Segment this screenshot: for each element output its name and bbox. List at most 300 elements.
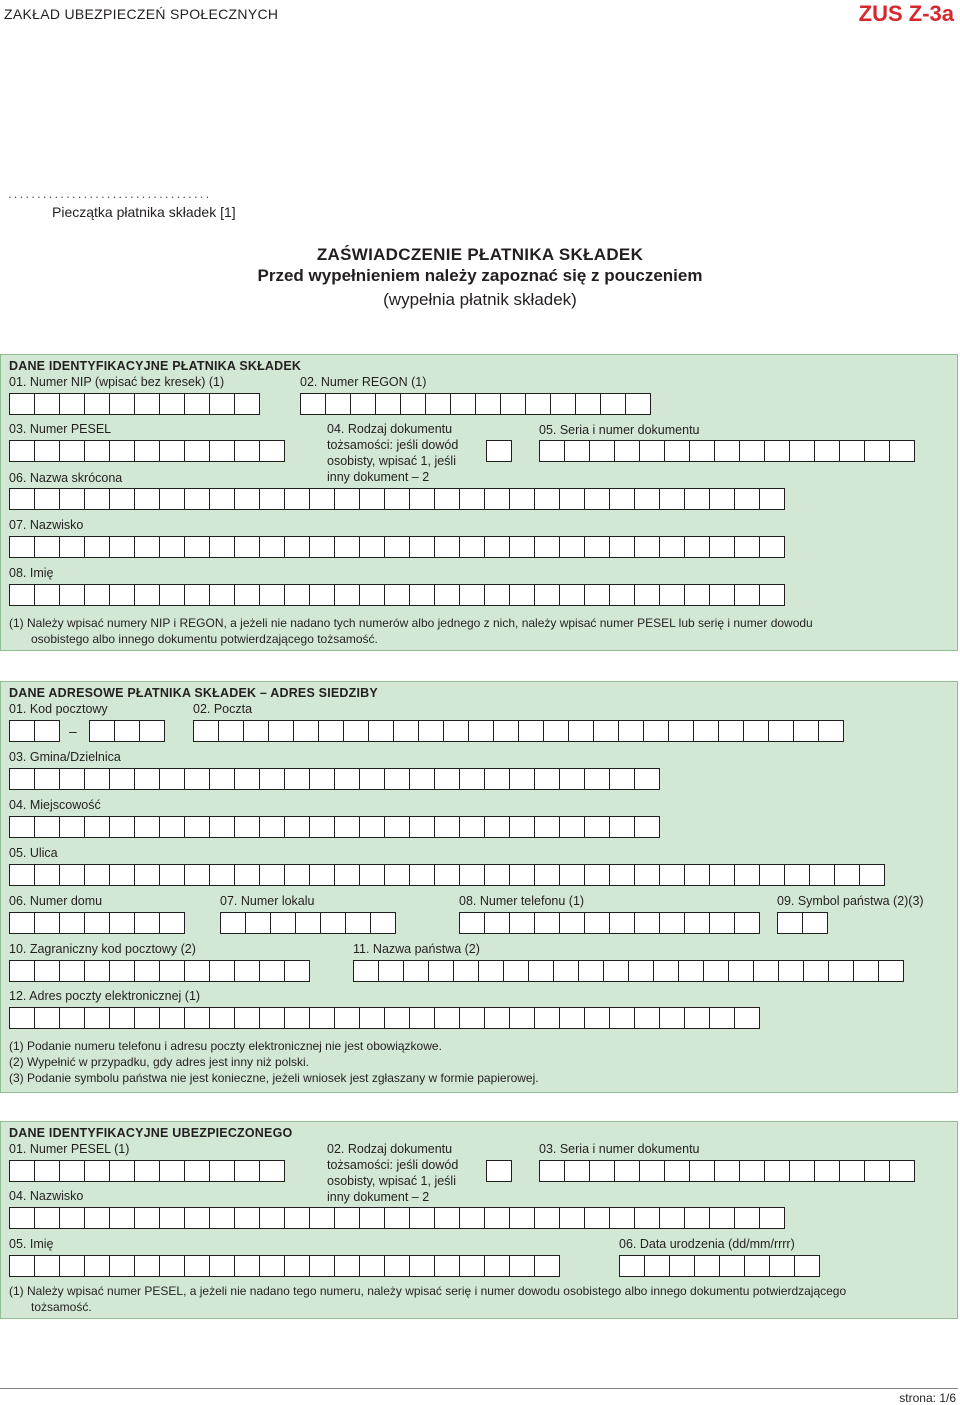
char-box[interactable]	[109, 1007, 135, 1029]
char-box[interactable]	[34, 720, 60, 742]
char-box[interactable]	[325, 393, 351, 415]
short-name-input[interactable]	[9, 488, 784, 510]
char-box[interactable]	[284, 536, 310, 558]
char-box[interactable]	[309, 768, 335, 790]
char-box[interactable]	[759, 584, 785, 606]
foreign-postcode-input[interactable]	[9, 960, 309, 982]
char-box[interactable]	[559, 1007, 585, 1029]
char-box[interactable]	[434, 1207, 460, 1229]
char-box[interactable]	[259, 440, 285, 462]
char-box[interactable]	[743, 720, 769, 742]
char-box[interactable]	[259, 1207, 285, 1229]
char-box[interactable]	[625, 393, 651, 415]
char-box[interactable]	[134, 536, 160, 558]
char-box[interactable]	[9, 488, 35, 510]
char-box[interactable]	[668, 720, 694, 742]
char-box[interactable]	[109, 1160, 135, 1182]
char-box[interactable]	[209, 816, 235, 838]
char-box[interactable]	[59, 912, 85, 934]
char-box[interactable]	[409, 1255, 435, 1277]
char-box[interactable]	[859, 864, 885, 886]
char-box[interactable]	[739, 1160, 765, 1182]
char-box[interactable]	[334, 864, 360, 886]
char-box[interactable]	[384, 536, 410, 558]
char-box[interactable]	[34, 393, 60, 415]
char-box[interactable]	[468, 720, 494, 742]
char-box[interactable]	[409, 1007, 435, 1029]
char-box[interactable]	[509, 584, 535, 606]
char-box[interactable]	[534, 1255, 560, 1277]
char-box[interactable]	[753, 960, 779, 982]
char-box[interactable]	[714, 1160, 740, 1182]
char-box[interactable]	[109, 1255, 135, 1277]
char-box[interactable]	[528, 960, 554, 982]
char-box[interactable]	[534, 1007, 560, 1029]
char-box[interactable]	[759, 488, 785, 510]
char-box[interactable]	[209, 1255, 235, 1277]
char-box[interactable]	[634, 536, 660, 558]
char-box[interactable]	[109, 864, 135, 886]
char-box[interactable]	[59, 1007, 85, 1029]
char-box[interactable]	[109, 768, 135, 790]
char-box[interactable]	[539, 1160, 565, 1182]
char-box[interactable]	[459, 584, 485, 606]
char-box[interactable]	[459, 816, 485, 838]
char-box[interactable]	[428, 960, 454, 982]
char-box[interactable]	[609, 864, 635, 886]
insured-pesel-input[interactable]	[9, 1160, 284, 1182]
char-box[interactable]	[34, 1207, 60, 1229]
char-box[interactable]	[334, 816, 360, 838]
char-box[interactable]	[109, 536, 135, 558]
char-box[interactable]	[744, 1255, 770, 1277]
char-box[interactable]	[184, 440, 210, 462]
char-box[interactable]	[486, 1160, 512, 1182]
char-box[interactable]	[34, 960, 60, 982]
char-box[interactable]	[334, 536, 360, 558]
char-box[interactable]	[334, 1255, 360, 1277]
char-box[interactable]	[334, 488, 360, 510]
char-box[interactable]	[134, 393, 160, 415]
char-box[interactable]	[600, 393, 626, 415]
char-box[interactable]	[184, 1160, 210, 1182]
commune-input[interactable]	[9, 768, 659, 790]
post-office-input[interactable]	[193, 720, 843, 742]
insured-doc-number-input[interactable]	[539, 1160, 914, 1182]
char-box[interactable]	[159, 584, 185, 606]
char-box[interactable]	[703, 960, 729, 982]
char-box[interactable]	[259, 1160, 285, 1182]
char-box[interactable]	[59, 536, 85, 558]
char-box[interactable]	[609, 1007, 635, 1029]
char-box[interactable]	[9, 1160, 35, 1182]
char-box[interactable]	[434, 816, 460, 838]
char-box[interactable]	[109, 440, 135, 462]
char-box[interactable]	[609, 912, 635, 934]
char-box[interactable]	[734, 1007, 760, 1029]
char-box[interactable]	[534, 536, 560, 558]
char-box[interactable]	[9, 1255, 35, 1277]
char-box[interactable]	[134, 584, 160, 606]
char-box[interactable]	[793, 720, 819, 742]
char-box[interactable]	[777, 912, 803, 934]
char-box[interactable]	[589, 440, 615, 462]
char-box[interactable]	[59, 864, 85, 886]
char-box[interactable]	[559, 536, 585, 558]
char-box[interactable]	[34, 584, 60, 606]
char-box[interactable]	[259, 960, 285, 982]
char-box[interactable]	[84, 912, 110, 934]
insured-surname-input[interactable]	[9, 1207, 784, 1229]
char-box[interactable]	[719, 1255, 745, 1277]
char-box[interactable]	[509, 816, 535, 838]
char-box[interactable]	[618, 720, 644, 742]
char-box[interactable]	[270, 912, 296, 934]
char-box[interactable]	[853, 960, 879, 982]
char-box[interactable]	[459, 768, 485, 790]
char-box[interactable]	[34, 768, 60, 790]
char-box[interactable]	[509, 1207, 535, 1229]
char-box[interactable]	[409, 536, 435, 558]
char-box[interactable]	[309, 1255, 335, 1277]
char-box[interactable]	[9, 1207, 35, 1229]
char-box[interactable]	[209, 488, 235, 510]
char-box[interactable]	[359, 768, 385, 790]
char-box[interactable]	[693, 720, 719, 742]
char-box[interactable]	[234, 393, 260, 415]
char-box[interactable]	[134, 1255, 160, 1277]
char-box[interactable]	[664, 1160, 690, 1182]
char-box[interactable]	[284, 1207, 310, 1229]
char-box[interactable]	[659, 584, 685, 606]
char-box[interactable]	[234, 1007, 260, 1029]
char-box[interactable]	[639, 1160, 665, 1182]
char-box[interactable]	[709, 1207, 735, 1229]
doc-type-input[interactable]	[486, 440, 511, 462]
char-box[interactable]	[559, 768, 585, 790]
char-box[interactable]	[209, 536, 235, 558]
char-box[interactable]	[525, 393, 551, 415]
char-box[interactable]	[284, 960, 310, 982]
char-box[interactable]	[9, 864, 35, 886]
char-box[interactable]	[84, 1255, 110, 1277]
char-box[interactable]	[794, 1255, 820, 1277]
char-box[interactable]	[378, 960, 404, 982]
char-box[interactable]	[284, 816, 310, 838]
char-box[interactable]	[184, 1255, 210, 1277]
char-box[interactable]	[459, 912, 485, 934]
char-box[interactable]	[609, 816, 635, 838]
char-box[interactable]	[284, 1007, 310, 1029]
char-box[interactable]	[839, 1160, 865, 1182]
char-box[interactable]	[564, 1160, 590, 1182]
char-box[interactable]	[59, 1160, 85, 1182]
char-box[interactable]	[509, 768, 535, 790]
char-box[interactable]	[814, 440, 840, 462]
char-box[interactable]	[578, 960, 604, 982]
char-box[interactable]	[259, 584, 285, 606]
char-box[interactable]	[34, 816, 60, 838]
char-box[interactable]	[803, 960, 829, 982]
char-box[interactable]	[659, 912, 685, 934]
char-box[interactable]	[359, 1207, 385, 1229]
country-name-input[interactable]	[353, 960, 903, 982]
char-box[interactable]	[359, 1007, 385, 1029]
char-box[interactable]	[359, 488, 385, 510]
char-box[interactable]	[584, 584, 610, 606]
char-box[interactable]	[728, 960, 754, 982]
char-box[interactable]	[134, 1007, 160, 1029]
char-box[interactable]	[334, 584, 360, 606]
char-box[interactable]	[584, 1007, 610, 1029]
char-box[interactable]	[209, 864, 235, 886]
country-symbol-input[interactable]	[777, 912, 827, 934]
char-box[interactable]	[234, 440, 260, 462]
char-box[interactable]	[334, 1207, 360, 1229]
char-box[interactable]	[589, 1160, 615, 1182]
char-box[interactable]	[864, 1160, 890, 1182]
char-box[interactable]	[234, 768, 260, 790]
char-box[interactable]	[259, 536, 285, 558]
char-box[interactable]	[184, 768, 210, 790]
char-box[interactable]	[234, 1255, 260, 1277]
char-box[interactable]	[425, 393, 451, 415]
char-box[interactable]	[343, 720, 369, 742]
char-box[interactable]	[84, 864, 110, 886]
char-box[interactable]	[370, 912, 396, 934]
char-box[interactable]	[159, 768, 185, 790]
char-box[interactable]	[59, 584, 85, 606]
char-box[interactable]	[209, 440, 235, 462]
char-box[interactable]	[764, 440, 790, 462]
char-box[interactable]	[475, 393, 501, 415]
char-box[interactable]	[434, 488, 460, 510]
char-box[interactable]	[634, 912, 660, 934]
char-box[interactable]	[184, 536, 210, 558]
char-box[interactable]	[509, 864, 535, 886]
char-box[interactable]	[109, 393, 135, 415]
char-box[interactable]	[694, 1255, 720, 1277]
char-box[interactable]	[359, 584, 385, 606]
char-box[interactable]	[384, 1007, 410, 1029]
char-box[interactable]	[109, 960, 135, 982]
street-input[interactable]	[9, 864, 884, 886]
char-box[interactable]	[234, 584, 260, 606]
char-box[interactable]	[134, 816, 160, 838]
char-box[interactable]	[209, 1160, 235, 1182]
char-box[interactable]	[134, 488, 160, 510]
char-box[interactable]	[684, 1007, 710, 1029]
char-box[interactable]	[484, 912, 510, 934]
char-box[interactable]	[584, 488, 610, 510]
char-box[interactable]	[634, 1007, 660, 1029]
char-box[interactable]	[84, 960, 110, 982]
char-box[interactable]	[34, 488, 60, 510]
char-box[interactable]	[309, 1207, 335, 1229]
char-box[interactable]	[359, 816, 385, 838]
char-box[interactable]	[220, 912, 246, 934]
char-box[interactable]	[159, 816, 185, 838]
char-box[interactable]	[209, 768, 235, 790]
char-box[interactable]	[309, 584, 335, 606]
char-box[interactable]	[453, 960, 479, 982]
char-box[interactable]	[553, 960, 579, 982]
char-box[interactable]	[345, 912, 371, 934]
char-box[interactable]	[184, 1207, 210, 1229]
char-box[interactable]	[434, 1255, 460, 1277]
char-box[interactable]	[434, 1007, 460, 1029]
char-box[interactable]	[739, 440, 765, 462]
char-box[interactable]	[634, 1207, 660, 1229]
char-box[interactable]	[609, 536, 635, 558]
first-name-input[interactable]	[9, 584, 784, 606]
char-box[interactable]	[184, 816, 210, 838]
email-input[interactable]	[9, 1007, 759, 1029]
char-box[interactable]	[559, 584, 585, 606]
char-box[interactable]	[318, 720, 344, 742]
surname-input[interactable]	[9, 536, 784, 558]
char-box[interactable]	[209, 960, 235, 982]
char-box[interactable]	[259, 1007, 285, 1029]
char-box[interactable]	[268, 720, 294, 742]
char-box[interactable]	[534, 864, 560, 886]
char-box[interactable]	[684, 488, 710, 510]
char-box[interactable]	[34, 440, 60, 462]
char-box[interactable]	[400, 393, 426, 415]
char-box[interactable]	[284, 488, 310, 510]
char-box[interactable]	[434, 864, 460, 886]
char-box[interactable]	[375, 393, 401, 415]
char-box[interactable]	[434, 584, 460, 606]
char-box[interactable]	[678, 960, 704, 982]
char-box[interactable]	[84, 1160, 110, 1182]
char-box[interactable]	[9, 912, 35, 934]
char-box[interactable]	[359, 1255, 385, 1277]
char-box[interactable]	[603, 960, 629, 982]
char-box[interactable]	[478, 960, 504, 982]
char-box[interactable]	[575, 393, 601, 415]
char-box[interactable]	[59, 768, 85, 790]
char-box[interactable]	[734, 488, 760, 510]
char-box[interactable]	[484, 864, 510, 886]
char-box[interactable]	[459, 864, 485, 886]
char-box[interactable]	[802, 912, 828, 934]
char-box[interactable]	[559, 816, 585, 838]
char-box[interactable]	[89, 720, 115, 742]
char-box[interactable]	[734, 1207, 760, 1229]
char-box[interactable]	[659, 536, 685, 558]
char-box[interactable]	[334, 1007, 360, 1029]
char-box[interactable]	[109, 584, 135, 606]
char-box[interactable]	[834, 864, 860, 886]
char-box[interactable]	[409, 1207, 435, 1229]
char-box[interactable]	[734, 584, 760, 606]
char-box[interactable]	[259, 1255, 285, 1277]
char-box[interactable]	[568, 720, 594, 742]
char-box[interactable]	[234, 536, 260, 558]
char-box[interactable]	[159, 440, 185, 462]
char-box[interactable]	[295, 912, 321, 934]
char-box[interactable]	[584, 536, 610, 558]
char-box[interactable]	[689, 1160, 715, 1182]
char-box[interactable]	[234, 960, 260, 982]
char-box[interactable]	[59, 960, 85, 982]
char-box[interactable]	[234, 1207, 260, 1229]
char-box[interactable]	[484, 816, 510, 838]
char-box[interactable]	[368, 720, 394, 742]
char-box[interactable]	[359, 864, 385, 886]
char-box[interactable]	[309, 536, 335, 558]
char-box[interactable]	[539, 440, 565, 462]
char-box[interactable]	[459, 1207, 485, 1229]
char-box[interactable]	[384, 1207, 410, 1229]
char-box[interactable]	[59, 1207, 85, 1229]
char-box[interactable]	[409, 488, 435, 510]
char-box[interactable]	[184, 584, 210, 606]
char-box[interactable]	[634, 768, 660, 790]
char-box[interactable]	[459, 488, 485, 510]
char-box[interactable]	[493, 720, 519, 742]
insured-doc-type-input[interactable]	[486, 1160, 511, 1182]
char-box[interactable]	[509, 912, 535, 934]
char-box[interactable]	[559, 488, 585, 510]
char-box[interactable]	[669, 1255, 695, 1277]
char-box[interactable]	[384, 488, 410, 510]
char-box[interactable]	[59, 816, 85, 838]
char-box[interactable]	[84, 393, 110, 415]
char-box[interactable]	[628, 960, 654, 982]
char-box[interactable]	[193, 720, 219, 742]
char-box[interactable]	[759, 864, 785, 886]
char-box[interactable]	[134, 912, 160, 934]
char-box[interactable]	[653, 960, 679, 982]
char-box[interactable]	[234, 816, 260, 838]
char-box[interactable]	[484, 1207, 510, 1229]
char-box[interactable]	[114, 720, 140, 742]
char-box[interactable]	[134, 440, 160, 462]
char-box[interactable]	[159, 912, 185, 934]
char-box[interactable]	[393, 720, 419, 742]
char-box[interactable]	[534, 816, 560, 838]
char-box[interactable]	[784, 864, 810, 886]
char-box[interactable]	[159, 536, 185, 558]
char-box[interactable]	[509, 488, 535, 510]
char-box[interactable]	[769, 1255, 795, 1277]
char-box[interactable]	[34, 912, 60, 934]
house-number-input[interactable]	[9, 912, 184, 934]
char-box[interactable]	[209, 1207, 235, 1229]
char-box[interactable]	[409, 768, 435, 790]
char-box[interactable]	[584, 768, 610, 790]
char-box[interactable]	[484, 488, 510, 510]
char-box[interactable]	[764, 1160, 790, 1182]
char-box[interactable]	[134, 1160, 160, 1182]
char-box[interactable]	[159, 1207, 185, 1229]
char-box[interactable]	[293, 720, 319, 742]
insured-first-name-input[interactable]	[9, 1255, 559, 1277]
char-box[interactable]	[34, 1255, 60, 1277]
postcode-part1-input[interactable]	[9, 720, 59, 742]
char-box[interactable]	[159, 1007, 185, 1029]
char-box[interactable]	[234, 488, 260, 510]
char-box[interactable]	[209, 393, 235, 415]
char-box[interactable]	[484, 536, 510, 558]
char-box[interactable]	[359, 536, 385, 558]
char-box[interactable]	[643, 720, 669, 742]
char-box[interactable]	[159, 960, 185, 982]
birth-date-input[interactable]	[619, 1255, 819, 1277]
char-box[interactable]	[353, 960, 379, 982]
